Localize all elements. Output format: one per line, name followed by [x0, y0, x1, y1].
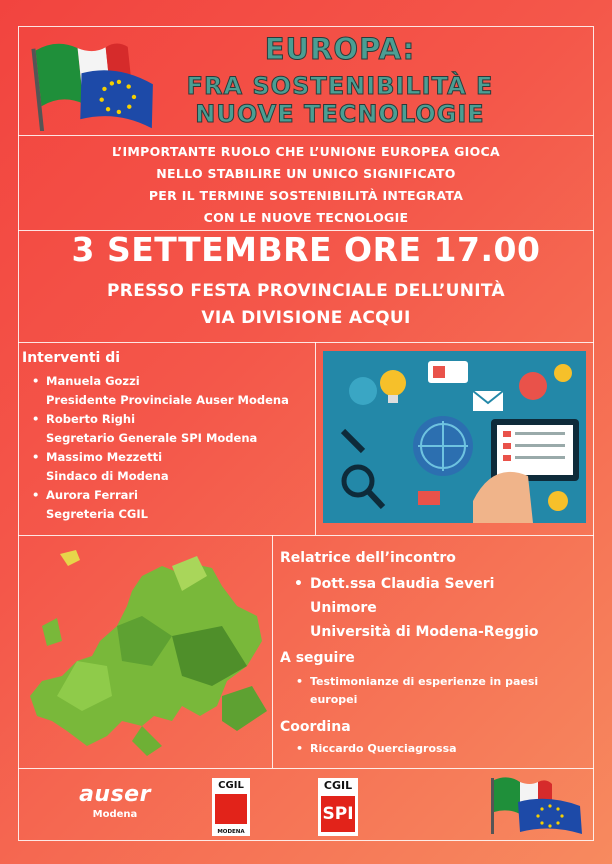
relatrice-heading: Relatrice dell’incontro [280, 550, 456, 566]
a-seguire-text: • Testimonianze di esperienze in paesi [288, 673, 538, 691]
speaker-list [28, 372, 289, 524]
list-item [28, 372, 289, 410]
auser-logo [60, 782, 170, 820]
a-seguire-text: europei [310, 693, 358, 706]
divider [18, 135, 594, 136]
cgil-logo-text: CGIL [218, 780, 244, 791]
auser-logo-city: Modena [92, 809, 138, 820]
speaker-name: • Massimo Mezzetti [46, 450, 163, 464]
spi-logo-label: SPI [321, 796, 355, 832]
list-item [28, 410, 289, 448]
a-seguire-heading: A seguire [280, 650, 355, 666]
speaker-name: • Manuela Gozzi [46, 374, 140, 388]
event-date-time: 3 SETTEMBRE ORE 17.00 [71, 230, 541, 269]
coordinator-name: • Riccardo Querciagrossa [288, 740, 457, 758]
divider [315, 342, 316, 535]
auser-logo-name: auser [79, 782, 151, 807]
speaker-role: Sindaco di Modena [46, 469, 169, 483]
flags-illustration [30, 26, 170, 131]
page-title: EUROPA: [264, 32, 416, 66]
intro-line: NELLO STABILIRE UN UNICO SIGNIFICATO [156, 166, 456, 181]
relatrice-affiliation: Università di Modena-Reggio [310, 624, 539, 640]
list-item [28, 448, 289, 486]
spi-cgil-logo [318, 778, 358, 836]
technology-illustration [323, 351, 586, 523]
divider [18, 768, 594, 769]
coordina-heading: Coordina [280, 719, 351, 735]
event-place-line1: PRESSO FESTA PROVINCIALE DELL’UNITÀ [107, 281, 505, 301]
speaker-name: • Roberto Righi [46, 412, 136, 426]
a-seguire-details [288, 673, 538, 709]
speaker-role: Segretario Generale SPI Modena [46, 431, 258, 445]
divider [18, 535, 594, 536]
interventi-heading: Interventi di [22, 350, 121, 366]
relatrice-affiliation: Unimore [310, 600, 377, 616]
event-place-line2: VIA DIVISIONE ACQUI [201, 308, 411, 328]
divider [272, 535, 273, 768]
intro-line: CON LE NUOVE TECNOLOGIE [203, 210, 409, 225]
intro-line: L’IMPORTANTE RUOLO CHE L’UNIONE EUROPEA GIOCA [112, 144, 500, 159]
cgil-modena-logo [212, 778, 250, 836]
relatrice-details [290, 572, 539, 644]
list-item [28, 486, 289, 524]
speaker-role: Presidente Provinciale Auser Modena [46, 393, 289, 407]
europe-map-illustration [22, 546, 272, 761]
intro-line: PER IL TERMINE SOSTENIBILITÀ INTEGRATA [148, 188, 464, 203]
spi-logo-cgil-text: CGIL [323, 779, 353, 792]
speaker-name: • Aurora Ferrari [46, 488, 138, 502]
page-subtitle-line2: NUOVE TECNOLOGIE [195, 100, 485, 128]
intro-text [40, 141, 572, 229]
cgil-logo-city: MODENA [217, 829, 245, 835]
relatrice-name: • Dott.ssa Claudia Severi [290, 572, 539, 596]
speaker-role: Segreteria CGIL [46, 507, 148, 521]
cgil-red-block [215, 794, 247, 824]
flags-illustration [488, 772, 588, 836]
coordina-details [288, 740, 457, 758]
page-subtitle-line1: FRA SOSTENIBILITÀ E [186, 72, 494, 100]
divider [18, 342, 594, 343]
